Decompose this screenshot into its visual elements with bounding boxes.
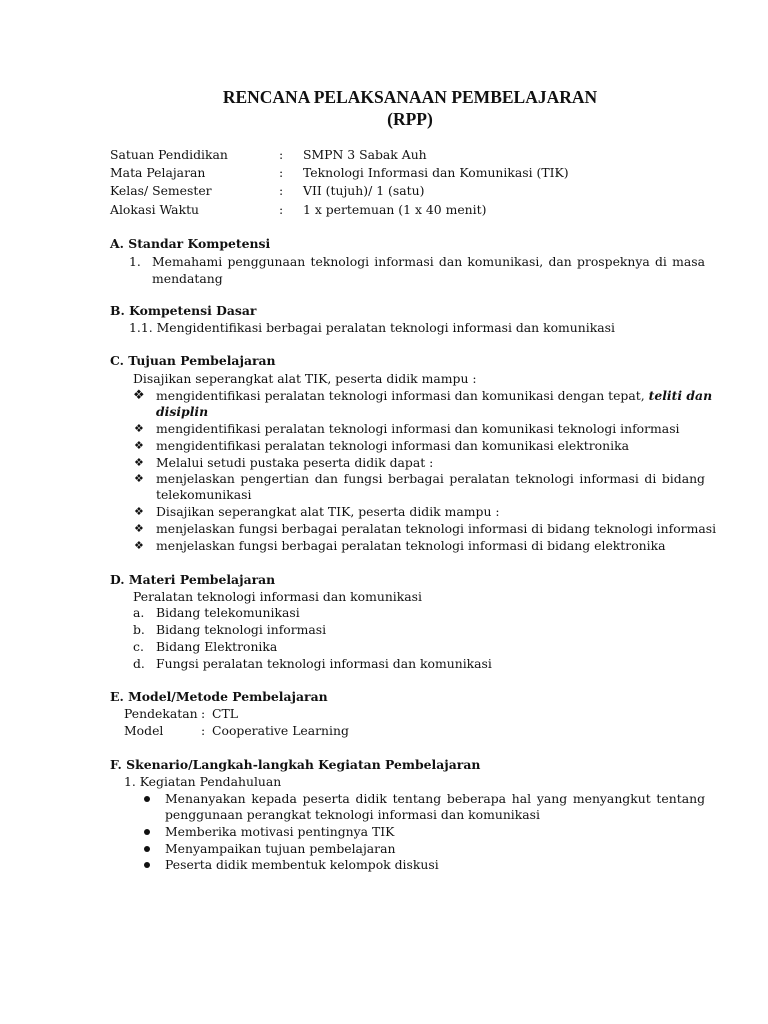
identity-separator: :	[279, 202, 284, 217]
objective-item: mengidentifikasi peralatan teknologi informasi dan komunikasi teknologi informasi	[156, 421, 680, 436]
activity-item-continued: penggunaan perangkat teknologi informasi dan komunikasi	[165, 807, 540, 822]
bullet-dot-icon	[144, 862, 150, 868]
material-item: Fungsi peralatan teknologi informasi dan komunikasi	[156, 656, 492, 671]
section-heading-b: B. Kompetensi Dasar	[110, 303, 257, 318]
objective-item: menjelaskan pengertian dan fungsi berbagai peralatan teknologi informasi di bidang	[156, 471, 705, 486]
section-heading-e: E. Model/Metode Pembelajaran	[110, 689, 328, 704]
list-letter: d.	[133, 656, 145, 671]
objective-item	[156, 388, 713, 404]
identity-value: Teknologi Informasi dan Komunikasi (TIK)	[303, 165, 569, 180]
list-letter: b.	[133, 622, 145, 637]
method-value: Cooperative Learning	[212, 723, 349, 738]
method-separator: :	[201, 706, 206, 721]
diamond-bullet-icon: ❖	[134, 505, 144, 518]
diamond-bullet-icon: ❖	[134, 472, 144, 485]
material-item: Bidang teknologi informasi	[156, 622, 327, 637]
objective-item: mengidentifikasi peralatan teknologi informasi dan komunikasi elektronika	[156, 438, 629, 453]
bullet-dot-icon	[144, 829, 150, 835]
identity-label: Satuan Pendidikan	[110, 147, 228, 162]
section-heading-d: D. Materi Pembelajaran	[110, 572, 276, 587]
material-intro: Peralatan teknologi informasi dan komunikasi	[133, 589, 422, 604]
activity-item: Menanyakan kepada peserta didik tentang beberapa hal yang menyangkut tentang	[165, 791, 705, 806]
method-separator: :	[201, 723, 206, 738]
method-label: Pendekatan	[124, 706, 198, 721]
objective-item: Melalui setudi pustaka peserta didik dapat :	[156, 455, 434, 470]
diamond-bullet-icon: ❖	[134, 439, 144, 452]
objective-text: mengidentifikasi peralatan teknologi informasi dan komunikasi dengan tepat,	[156, 388, 649, 403]
section-heading-f: F. Skenario/Langkah-langkah Kegiatan Pembelajaran	[110, 757, 481, 772]
bullet-dot-icon	[144, 796, 150, 802]
diamond-bullet-icon: ❖	[134, 539, 144, 552]
objective-item: Disajikan seperangkat alat TIK, peserta didik mampu :	[156, 504, 500, 519]
identity-value: VII (tujuh)/ 1 (satu)	[303, 183, 425, 198]
objective-item: menjelaskan fungsi berbagai peralatan teknologi informasi di bidang teknologi informasi	[156, 521, 717, 536]
activity-item: Peserta didik membentuk kelompok diskusi	[165, 857, 439, 872]
competency-text-line1: Memahami penggunaan teknologi informasi dan komunikasi, dan prospeknya di masa	[152, 254, 705, 269]
section-heading-a: A. Standar Kompetensi	[110, 236, 271, 251]
objective-item-continued: telekomunikasi	[156, 487, 252, 502]
diamond-bullet-icon: ❖	[134, 522, 144, 535]
identity-separator: :	[279, 165, 284, 180]
objective-intro: Disajikan seperangkat alat TIK, peserta didik mampu :	[133, 371, 477, 386]
material-item: Bidang telekomunikasi	[156, 605, 300, 620]
list-letter: c.	[133, 639, 144, 654]
activity-subheading: 1. Kegiatan Pendahuluan	[124, 774, 282, 789]
list-number: 1.	[129, 254, 141, 269]
identity-value: 1 x pertemuan (1 x 40 menit)	[303, 202, 487, 217]
document-subtitle: (RPP)	[387, 109, 433, 129]
identity-separator: :	[279, 147, 284, 162]
objective-item: menjelaskan fungsi berbagai peralatan teknologi informasi di bidang elektronika	[156, 538, 666, 553]
identity-value: SMPN 3 Sabak Auh	[303, 147, 427, 162]
activity-item: Menyampaikan tujuan pembelajaran	[165, 841, 396, 856]
diamond-bullet-icon: ❖	[133, 388, 145, 403]
identity-separator: :	[279, 183, 284, 198]
bullet-dot-icon	[144, 846, 150, 852]
diamond-bullet-icon: ❖	[134, 422, 144, 435]
method-value: CTL	[212, 706, 238, 721]
section-heading-c: C. Tujuan Pembelajaran	[110, 353, 276, 368]
objective-emphasis: disiplin	[156, 404, 209, 419]
identity-label: Kelas/ Semester	[110, 183, 212, 198]
document-title: RENCANA PELAKSANAAN PEMBELAJARAN	[222, 87, 598, 107]
competency-text-line2: mendatang	[152, 271, 223, 286]
list-letter: a.	[133, 605, 145, 620]
identity-label: Mata Pelajaran	[110, 165, 206, 180]
activity-item: Memberika motivasi pentingnya TIK	[165, 824, 395, 839]
diamond-bullet-icon: ❖	[134, 456, 144, 469]
method-label: Model	[124, 723, 164, 738]
material-item: Bidang Elektronika	[156, 639, 278, 654]
basic-competency-item: 1.1. Mengidentifikasi berbagai peralatan teknologi informasi dan komunikasi	[129, 320, 615, 335]
objective-emphasis: teliti dan	[648, 388, 713, 403]
identity-label: Alokasi Waktu	[110, 202, 200, 217]
